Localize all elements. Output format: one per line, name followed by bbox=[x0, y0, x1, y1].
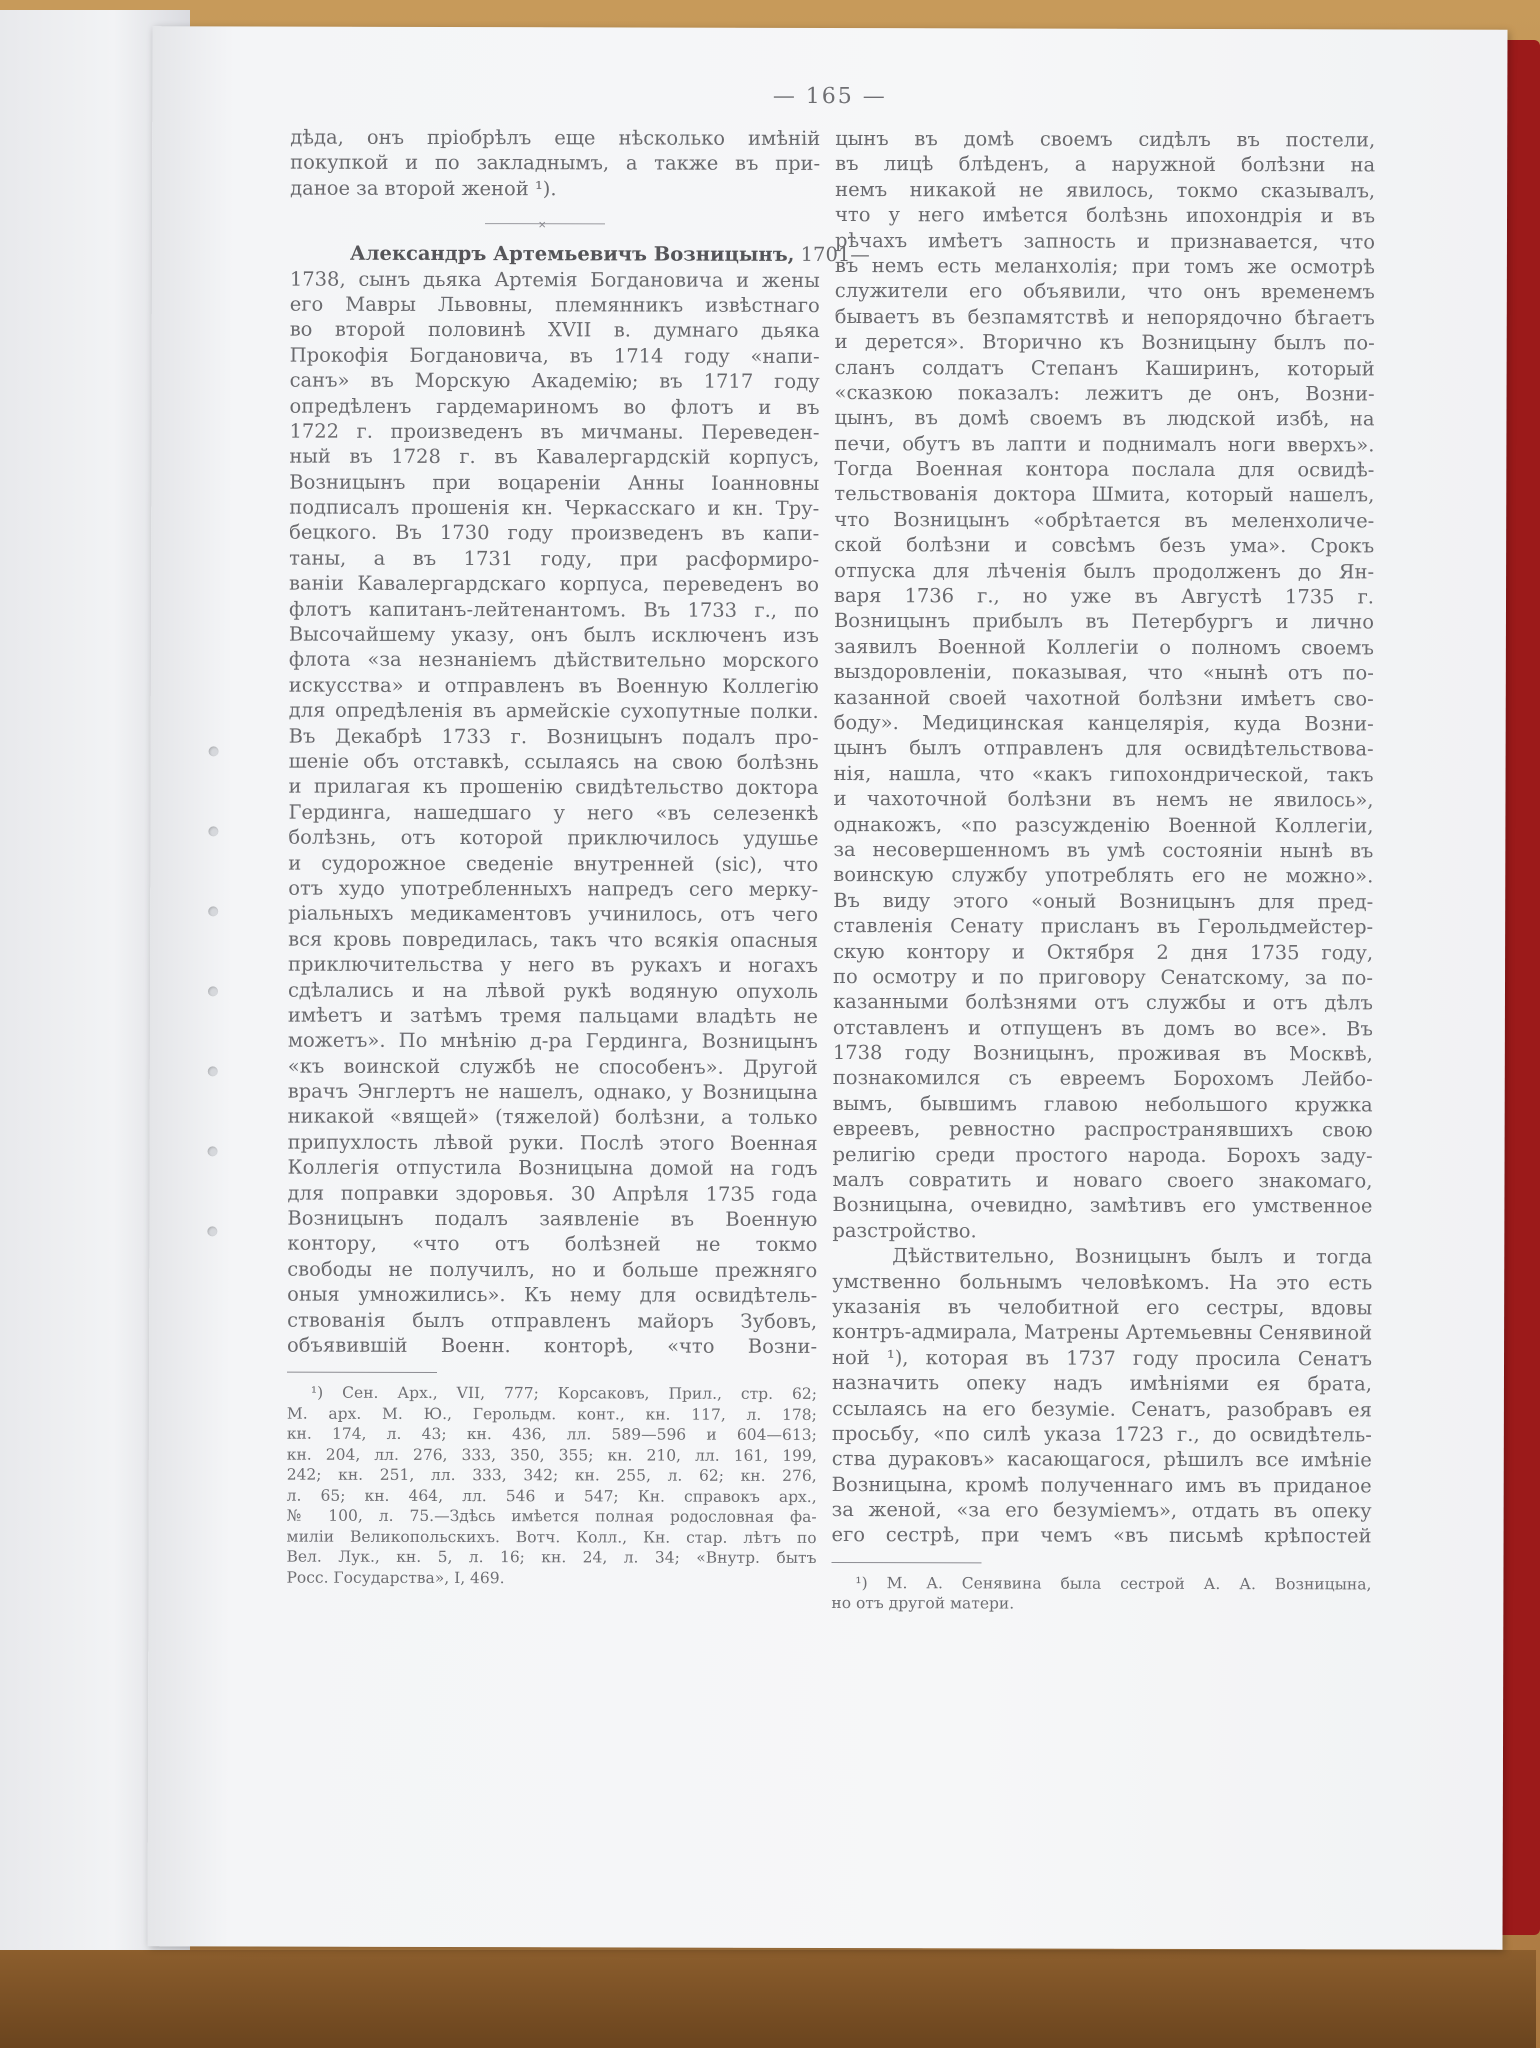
article-body-right-paragraph-2 bbox=[832, 1243, 1373, 1549]
body-line: болѣзнь, отъ которой приключилось удушье bbox=[288, 825, 819, 851]
body-line: врачъ Энглертъ не нашелъ, однако, у Возницына bbox=[287, 1079, 818, 1105]
body-line: «сказкою показалъ: лежитъ де онъ, Возни- bbox=[834, 380, 1375, 406]
body-line: для опредѣленія въ армейскіе сухопутные полки. bbox=[288, 698, 819, 724]
footnote-line: М. арх. М. Ю., Герольдм. конт., кн. 117, л. 178; bbox=[286, 1404, 817, 1424]
body-line: сдѣлались и на лѣвой рукѣ водяную опухоль bbox=[287, 978, 819, 1003]
intro-line: даное за второй женой ¹). bbox=[290, 176, 557, 201]
footnotes-right bbox=[831, 1573, 1371, 1615]
body-line: Высочайшему указу, онъ былъ исключенъ изъ bbox=[288, 622, 819, 648]
binding-holes bbox=[207, 746, 223, 1346]
body-line: варя 1736 г., но уже въ Августѣ 1735 г. bbox=[833, 584, 1375, 609]
body-line: указанія въ челобитной его сестры, вдовы bbox=[832, 1294, 1373, 1320]
body-line: ной ¹), которая въ 1737 году просила Сенатъ bbox=[832, 1345, 1373, 1371]
body-line: религію среди простого народа. Борохъ заду- bbox=[832, 1142, 1373, 1168]
body-line: выздоровленіи, показывая, что «нынѣ отъ по- bbox=[833, 660, 1374, 685]
body-line: по осмотру и по приговору Сенатскому, за по- bbox=[833, 964, 1374, 990]
body-line: печи, обутъ въ лапти и поднималъ ноги вверхъ». bbox=[834, 431, 1375, 457]
body-line: цынъ былъ отправленъ для освидѣтельствова- bbox=[833, 736, 1374, 761]
body-line: Возницына, очевидно, замѣтивъ его умственное bbox=[832, 1193, 1373, 1218]
body-line: Возницынъ при воцареніи Анны Іоанновны bbox=[289, 470, 820, 495]
body-line: отпуска для лѣченія былъ продолженъ до Ян- bbox=[834, 558, 1375, 584]
body-line: вымъ, бывшимъ главою небольшого кружка bbox=[832, 1091, 1373, 1117]
body-line: ваніи Кавалергардскаго корпуса, переведенъ во bbox=[289, 571, 820, 597]
intro-paragraph bbox=[290, 125, 820, 203]
body-line: опредѣленъ гардемариномъ во флотъ и въ bbox=[289, 394, 820, 419]
footnote-rule bbox=[831, 1562, 981, 1563]
body-line: рѣчахъ имѣетъ запность и признавается, что bbox=[834, 228, 1375, 253]
body-line: и дерется». Вторично къ Возницыну былъ по- bbox=[834, 330, 1375, 355]
body-line: цынъ, въ домѣ своемъ въ людской избѣ, на bbox=[834, 406, 1375, 431]
footnote-line: ¹) Сен. Арх., VII, 777; Корсаковъ, Прил., стр. 62; bbox=[310, 1384, 817, 1404]
body-line: казанной своей чахотной болѣзни имѣетъ сво- bbox=[833, 685, 1374, 711]
body-line: однакожъ, «по разсужденію Военной Коллегіи, bbox=[833, 812, 1374, 837]
body-line: искусства» и отправленъ въ Военную Коллегію bbox=[288, 673, 819, 698]
body-line: ссылаясь на его безуміе. Сенатъ, разобравъ ея bbox=[831, 1396, 1372, 1421]
body-line: евреевъ, ревностно распространявшихъ свою bbox=[832, 1117, 1373, 1142]
body-line: просьбу, «по силѣ указа 1723 г., до освидѣтель- bbox=[831, 1421, 1372, 1447]
body-line: познакомился съ евреемъ Борохомъ Лейбо- bbox=[832, 1066, 1373, 1091]
body-line: вся кровь повредилась, такъ что всякія опасныя bbox=[288, 927, 819, 952]
body-line: Возницына, кромѣ полученнаго имъ въ приданое bbox=[831, 1472, 1372, 1498]
intro-line: дѣда, онъ пріобрѣлъ еще нѣсколько имѣній bbox=[290, 125, 821, 150]
body-line: умственно больнымъ человѣкомъ. На это есть bbox=[832, 1269, 1373, 1295]
footnote-line: № 100, л. 75.—Здѣсь имѣется полная родословная фа- bbox=[286, 1506, 817, 1527]
body-line: скую контору и Октября 2 дня 1735 году, bbox=[833, 939, 1374, 964]
table-surface bbox=[0, 1950, 1536, 2048]
body-line: за женой, «за его безуміемъ», отдать въ опеку bbox=[831, 1498, 1372, 1523]
right-column bbox=[831, 126, 1375, 1615]
body-line: бецкого. Въ 1730 году произведенъ въ капи- bbox=[289, 521, 820, 546]
body-line: нія, нашла, что «какъ гипохондрической, такъ bbox=[833, 761, 1374, 787]
body-line: Прокофія Богдановича, въ 1714 году «напи- bbox=[289, 343, 820, 368]
body-line: 1738 году Возницынъ, проживая въ Москвѣ, bbox=[832, 1041, 1373, 1066]
article-body-right bbox=[832, 126, 1375, 1245]
body-line: ріальныхъ медикаментовъ учинилось, отъ чего bbox=[288, 901, 819, 927]
body-line: что у него имѣется болѣзнь ипохондрія и въ bbox=[834, 203, 1376, 228]
body-line: служители его объявили, что онъ временемъ bbox=[834, 279, 1375, 304]
body-line: контору, «что отъ болѣзней не токмо bbox=[287, 1231, 818, 1257]
body-line: Возницынъ подалъ заявленіе въ Военную bbox=[287, 1206, 818, 1231]
body-line: и чахоточной болѣзни въ немъ не явилось», bbox=[833, 787, 1374, 812]
section-separator bbox=[290, 201, 820, 242]
body-line: въ немъ есть меланхолія; при томъ же осмотрѣ bbox=[834, 253, 1375, 279]
body-line: казанными болѣзнями отъ службы и отъ дѣлъ bbox=[832, 990, 1373, 1015]
body-line: во второй половинѣ XVII в. думнаго дьяка bbox=[289, 317, 820, 343]
body-line: санъ» въ Морскую Академію; въ 1717 году bbox=[289, 368, 820, 394]
body-line: тельствованія доктора Шмита, который нашелъ, bbox=[834, 482, 1375, 507]
body-line: свободы не получилъ, но и больше прежняго bbox=[287, 1257, 818, 1282]
body-line: ставленія Сенату присланъ въ Герольдмейстер- bbox=[833, 914, 1374, 939]
body-line: «къ воинской службѣ не способенъ». Другой bbox=[287, 1054, 818, 1079]
footnote-line: миліи Великопольскихъ. Вотч. Колл., Кн. стар. лѣтъ по bbox=[286, 1527, 817, 1547]
body-line: шеніе объ отставкѣ, ссылаясь на свою болѣзнь bbox=[288, 749, 819, 774]
body-line: контръ-адмирала, Матрены Артемьевны Сенявиной bbox=[832, 1320, 1373, 1345]
body-line: цынъ въ домѣ своемъ сидѣлъ въ постели, bbox=[835, 127, 1376, 152]
body-line: малъ совратить и новаго своего знакомаго, bbox=[832, 1168, 1373, 1193]
body-line: Гердинга, нашедшаго у него «въ селезенкѣ bbox=[288, 800, 819, 825]
body-line: заявилъ Военной Коллегіи о полномъ своемъ bbox=[833, 634, 1374, 660]
body-line: ской болѣзни и совсѣмъ безъ ума». Срокъ bbox=[834, 533, 1375, 558]
body-line: объявившій Военн. конторѣ, «что Возни- bbox=[287, 1333, 818, 1358]
body-line: таны, а въ 1731 году, при расформиро- bbox=[289, 546, 820, 571]
body-line: отъ худо употребленныхъ напредъ сего мерку- bbox=[288, 876, 819, 901]
body-line: Возницынъ прибылъ въ Петербургъ и лично bbox=[833, 609, 1374, 634]
left-column bbox=[286, 125, 870, 1590]
footnote-line: Росс. Государства», I, 469. bbox=[286, 1568, 505, 1588]
body-line: Въ виду этого «оный Возницынъ для пред- bbox=[833, 888, 1374, 914]
body-line: флотъ капитанъ-лейтенантомъ. Въ 1733 г., по bbox=[288, 597, 820, 622]
footnote-line: кн. 204, лл. 276, 333, 350, 355; кн. 210, лл. 161, 199, bbox=[286, 1445, 817, 1465]
body-line: припухлость лѣвой руки. Послѣ этого Военная bbox=[287, 1130, 818, 1155]
body-line: его сестрѣ, при чемъ «въ письмѣ крѣпостей bbox=[831, 1523, 1372, 1548]
body-line: боду». Медицинская канцелярія, куда Возни- bbox=[833, 710, 1374, 736]
body-line: никакой «вящей» (тяжелой) болѣзни, а только bbox=[287, 1105, 818, 1130]
body-line: Въ Декабрѣ 1733 г. Возницынъ подалъ про- bbox=[288, 724, 819, 749]
body-line: его Мавры Львовны, племянникъ извѣстнаго bbox=[289, 292, 820, 317]
footnote-line: 242; кн. 251, лл. 333, 342; кн. 255, л. 62; кн. 276, bbox=[286, 1465, 817, 1486]
footnote-line: ¹) М. А. Сенявина была сестрой А. А. Возницына, bbox=[855, 1573, 1372, 1594]
body-line: сланъ солдатъ Степанъ Каширинъ, который bbox=[834, 355, 1375, 380]
body-line: разстройство. bbox=[832, 1218, 977, 1243]
body-line: и судорожное сведеніе внутренней (sic), что bbox=[288, 851, 819, 876]
body-line: имѣетъ и затѣмъ тремя пальцами владѣть не bbox=[287, 1003, 818, 1028]
body-line: и прилагая къ прошенію свидѣтельство доктора bbox=[288, 774, 819, 800]
article-body-left bbox=[287, 266, 820, 1359]
body-line: ный въ 1728 г. въ Кавалергардскій корпусъ, bbox=[289, 444, 820, 470]
intro-line: покупкой и по закладнымъ, а также въ при- bbox=[290, 150, 821, 176]
body-line: Дѣйствительно, Возницынъ былъ и тогда bbox=[892, 1244, 1373, 1269]
body-line: оныя умножились». Къ нему для освидѣтель- bbox=[287, 1282, 818, 1308]
body-line: для поправки здоровья. 30 Апрѣля 1735 года bbox=[287, 1181, 818, 1206]
body-line: Тогда Военная контора послала для освидѣ- bbox=[834, 457, 1375, 482]
body-line: ствованія былъ отправленъ майоръ Зубовъ, bbox=[287, 1308, 818, 1333]
article-title-dates: 1701— bbox=[794, 243, 870, 267]
body-line: въ лицѣ блѣденъ, а наружной болѣзни на bbox=[835, 152, 1376, 177]
body-line: воинскую службу употреблять его не можно». bbox=[833, 863, 1374, 888]
body-line: приключительства у него въ рукахъ и ногахъ bbox=[288, 952, 819, 978]
body-line: отставленъ и отпущенъ въ домъ во все». Въ bbox=[832, 1015, 1373, 1041]
body-line: бываетъ въ безпамятствѣ и непорядочно бѣгаетъ bbox=[834, 304, 1375, 330]
page-number: — 165 — bbox=[772, 83, 887, 110]
body-line: назначить опеку надъ имѣніями ея брата, bbox=[831, 1371, 1372, 1396]
book-page bbox=[147, 26, 1507, 1950]
footnote-line: кн. 174, л. 43; кн. 436, лл. 589—596 и 604—613; bbox=[286, 1424, 817, 1445]
body-line: что Возницынъ «обрѣтается въ меленхоличе- bbox=[834, 507, 1375, 533]
footnote-line: л. 65; кн. 464, лл. 546 и 547; Кн. справокъ арх., bbox=[286, 1486, 817, 1506]
body-line: немъ никакой не явилось, токмо сказывалъ, bbox=[835, 177, 1376, 203]
body-line: ства дураковъ» касающагося, рѣшилъ все имѣніе bbox=[831, 1447, 1372, 1472]
body-line: 1738, сынъ дьяка Артемія Богдановича и жены bbox=[289, 267, 820, 292]
body-line: флота «за незнаніемъ дѣйствительно морского bbox=[288, 648, 819, 673]
body-line: 1722 г. произведенъ въ мичманы. Переведен- bbox=[289, 419, 820, 444]
footnote-line: Вел. Лук., кн. 5, л. 16; кн. 24, л. 34; «Внутр. бытъ bbox=[286, 1547, 817, 1568]
article-heading-line bbox=[290, 241, 870, 268]
footnotes-left bbox=[286, 1383, 817, 1589]
footnote-rule bbox=[287, 1372, 437, 1373]
body-line: Коллегія отпустила Возницына домой на годъ bbox=[287, 1155, 818, 1181]
body-line: за несовершенномъ въ умѣ состояніи нынѣ въ bbox=[833, 837, 1374, 863]
footnote-line: но отъ другой матери. bbox=[831, 1594, 1015, 1613]
body-line: можетъ». По мнѣнію д-ра Гердинга, Возницынъ bbox=[287, 1028, 818, 1054]
article-title: Александръ Артемьевичъ Возницынъ, bbox=[349, 241, 795, 267]
body-line: подписалъ прошенія кн. Черкасскаго и кн. Тру- bbox=[289, 495, 820, 521]
